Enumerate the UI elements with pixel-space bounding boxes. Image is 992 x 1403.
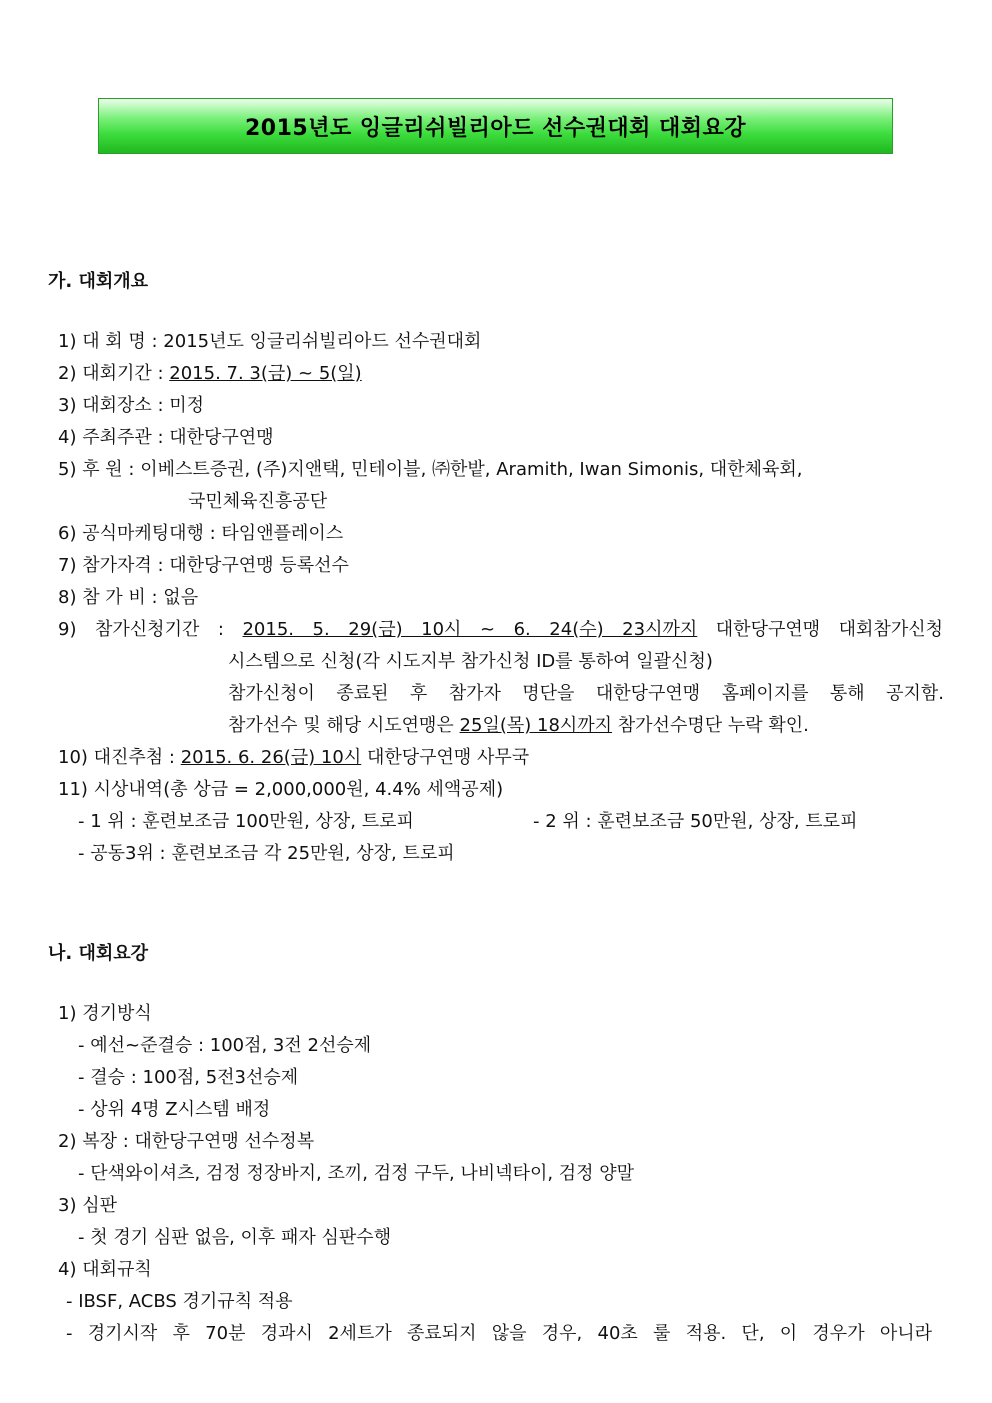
item-eligibility: 7) 참가자격 : 대한당구연맹 등록선수 bbox=[58, 555, 349, 576]
rule-format: 1) 경기방식 bbox=[58, 1003, 152, 1024]
item-registration-cont2: 참가신청이 종료된 후 참가자 명단을 대한당구연맹 홈페이지를 통해 공지함. bbox=[228, 683, 944, 704]
item-draw: 10) 대진추첨 : 2015. 6. 26(금) 10시 대한당구연맹 사무국 bbox=[58, 747, 530, 768]
rule-dress-detail: - 단색와이셔츠, 검정 정장바지, 조끼, 검정 구두, 나비넥타이, 검정 양말 bbox=[78, 1163, 635, 1184]
item-sponsors: 5) 후 원 : 이베스트증권, (주)지앤택, 민테이블, ㈜한밭, Aramith, Iwan Simonis, 대한체육회, bbox=[58, 459, 803, 480]
section-a-heading: 가. 대회개요 bbox=[48, 271, 149, 292]
item-fee: 8) 참 가 비 : 없음 bbox=[58, 587, 199, 608]
section-b-heading: 나. 대회요강 bbox=[48, 943, 149, 964]
roster-deadline: 25일(목) 18시까지 bbox=[459, 715, 613, 736]
rule-dress: 2) 복장 : 대한당구연맹 선수정복 bbox=[58, 1131, 315, 1152]
prize-third: - 공동3위 : 훈련보조금 각 25만원, 상장, 트로피 bbox=[78, 843, 455, 864]
rule-regulations-time: - 경기시작 후 70분 경과시 2세트가 종료되지 않을 경우, 40초 룰 적용. 단, 이 경우가 아니라 bbox=[66, 1323, 932, 1344]
item-prizes: 11) 시상내역(총 상금 = 2,000,000원, 4.4% 세액공제) bbox=[58, 779, 504, 800]
rule-regulations: 4) 대회규칙 bbox=[58, 1259, 152, 1280]
draw-date: 2015. 6. 26(금) 10시 bbox=[180, 747, 362, 768]
prize-first: - 1 위 : 훈련보조금 100만원, 상장, 트로피 bbox=[78, 811, 414, 832]
prize-second: - 2 위 : 훈련보조금 50만원, 상장, 트로피 bbox=[533, 811, 858, 832]
rule-referee-detail: - 첫 경기 심판 없음, 이후 패자 심판수행 bbox=[78, 1227, 392, 1248]
item-registration: 9) 참가신청기간 : 2015. 5. 29(금) 10시 ~ 6. 24(수) 23시까지 대한당구연맹 대회참가신청 bbox=[58, 619, 943, 640]
item-marketing: 6) 공식마케팅대행 : 타임앤플레이스 bbox=[58, 523, 344, 544]
rule-format-prelim: - 예선~준결승 : 100점, 3전 2선승제 bbox=[78, 1035, 372, 1056]
item-venue: 3) 대회장소 : 미정 bbox=[58, 395, 205, 416]
document-title: 2015년도 잉글리쉬빌리아드 선수권대회 대회요강 bbox=[245, 115, 746, 141]
item-event-period: 2) 대회기간 : 2015. 7. 3(금) ~ 5(일) bbox=[58, 363, 362, 384]
rule-format-final: - 결승 : 100점, 5전3선승제 bbox=[78, 1067, 299, 1088]
registration-period: 2015. 5. 29(금) 10시 ~ 6. 24(수) 23시까지 bbox=[242, 619, 698, 640]
rule-format-seeding: - 상위 4명 Z시스템 배정 bbox=[78, 1099, 271, 1120]
item-registration-cont3: 참가선수 및 해당 시도연맹은 25일(목) 18시까지 참가선수명단 누락 확인. bbox=[228, 715, 809, 736]
event-period-date: 2015. 7. 3(금) ~ 5(일) bbox=[169, 363, 362, 384]
rule-referee: 3) 심판 bbox=[58, 1195, 117, 1216]
item-host: 4) 주최주관 : 대한당구연맹 bbox=[58, 427, 274, 448]
title-banner bbox=[98, 98, 893, 154]
item-registration-cont1: 시스템으로 신청(각 시도지부 참가신청 ID를 통하여 일괄신청) bbox=[228, 651, 713, 672]
rule-regulations-ibsf: - IBSF, ACBS 경기규칙 적용 bbox=[66, 1291, 293, 1312]
item-event-name: 1) 대 회 명 : 2015년도 잉글리쉬빌리아드 선수권대회 bbox=[58, 331, 482, 352]
item-sponsors-cont: 국민체육진흥공단 bbox=[188, 491, 328, 512]
